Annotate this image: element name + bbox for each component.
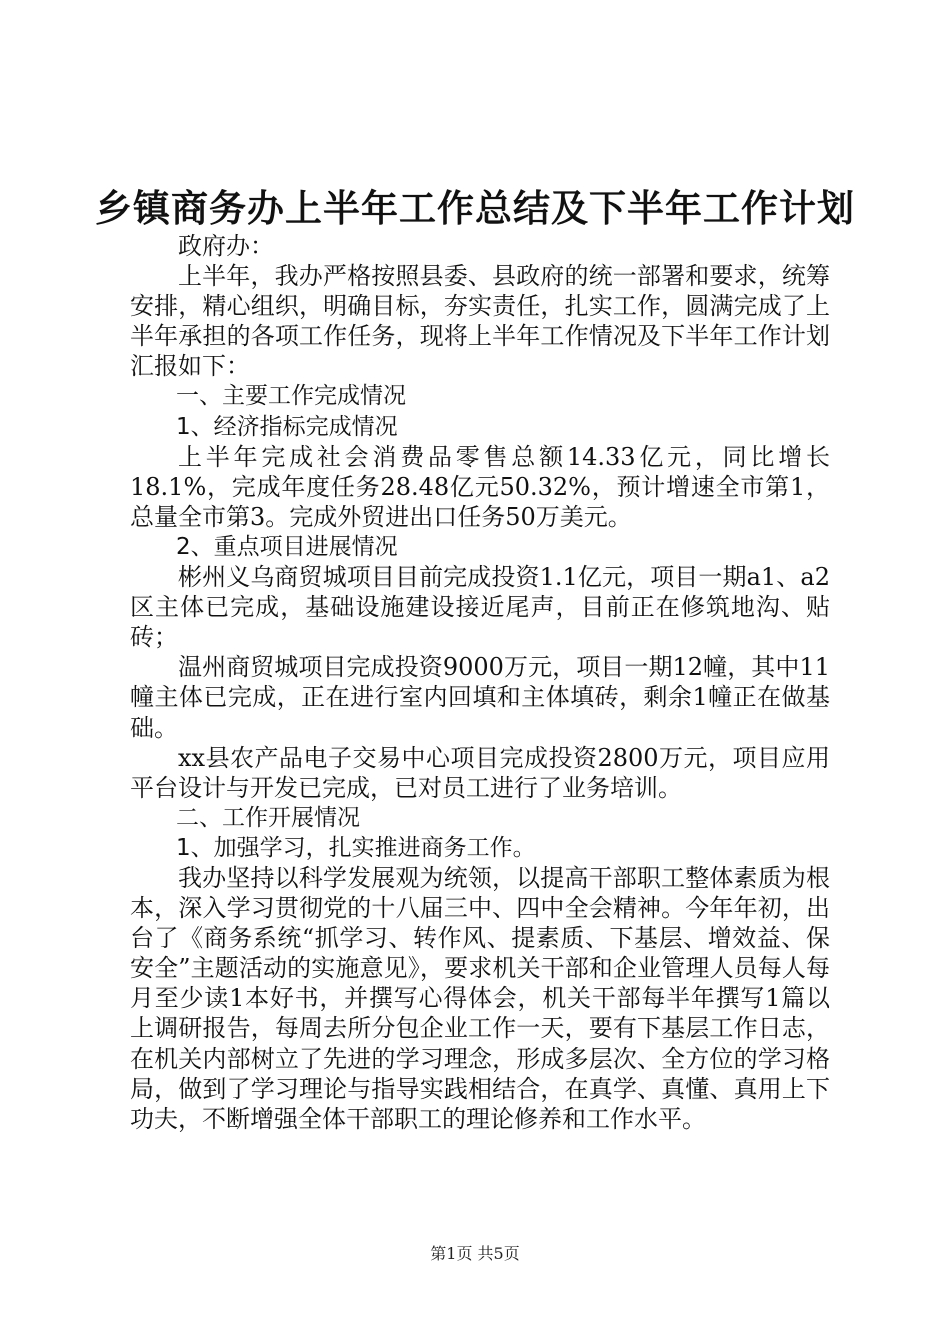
project-paragraph-wenzhou: 温州商贸城项目完成投资9000万元，项目一期12幢，其中11幢主体已完成，正在进行室内回填和主体填砖，剩余1幢正在做基础。 <box>130 653 830 742</box>
subsection-heading-1-2: 2、重点项目进展情况 <box>176 533 398 560</box>
salutation: 政府办： <box>178 232 274 260</box>
project-paragraph-ecommerce: xx县农产品电子交易中心项目完成投资2800万元，项目应用平台设计与开发已完成，已对员工进行了业务培训。 <box>130 743 830 802</box>
subsection-heading-1-1: 1、经济指标完成情况 <box>176 413 398 440</box>
subsection-heading-2-1: 1、加强学习，扎实推进商务工作。 <box>176 834 536 861</box>
document-title: 乡镇商务办上半年工作总结及下半年工作计划 <box>95 187 855 230</box>
learning-paragraph: 我办坚持以科学发展观为统领，以提高干部职工整体素质为根本，深入学习贯彻党的十八届三中、四中全会精神。今年年初，出台了《商务系统“抓学习、转作风、提素质、下基层、增效益、保安全”主题活动的实施意见》，要求机关干部和企业管理人员每人每月至少读1本好书，并撰写心得体会，机关干部每半年撰写1篇以上调研报告，每周去所分包企业工作一天，要有下基层工作日志，在机关内部树立了先进的学习理念，形成多层次、全方位的学习格局，做到了学习理论与指导实践相结合，在真学、真懂、真用上下功夫，不断增强全体干部职工的理论修养和工作水平。 <box>130 863 830 1133</box>
intro-paragraph: 上半年，我办严格按照县委、县政府的统一部署和要求，统筹安排，精心组织，明确目标，夯实责任，扎实工作，圆满完成了上半年承担的各项工作任务，现将上半年工作情况及下半年工作计划汇报如下： <box>130 262 830 381</box>
section-heading-1: 一、主要工作完成情况 <box>176 383 406 410</box>
project-paragraph-yiwu: 彬州义乌商贸城项目目前完成投资1.1亿元，项目一期a1、a2区主体已完成，基础设施建设接近尾声，目前正在修筑地沟、贴砖； <box>130 563 830 652</box>
economic-indicators-paragraph: 上半年完成社会消费品零售总额14.33亿元，同比增长18.1%，完成年度任务28.48亿元50.32%，预计增速全市第1，总量全市第3。完成外贸进出口任务50万美元。 <box>130 442 830 531</box>
page-footer: 第1页 共5页 <box>430 1244 520 1263</box>
section-heading-2: 二、工作开展情况 <box>176 804 360 831</box>
document-body <box>130 231 830 1134</box>
